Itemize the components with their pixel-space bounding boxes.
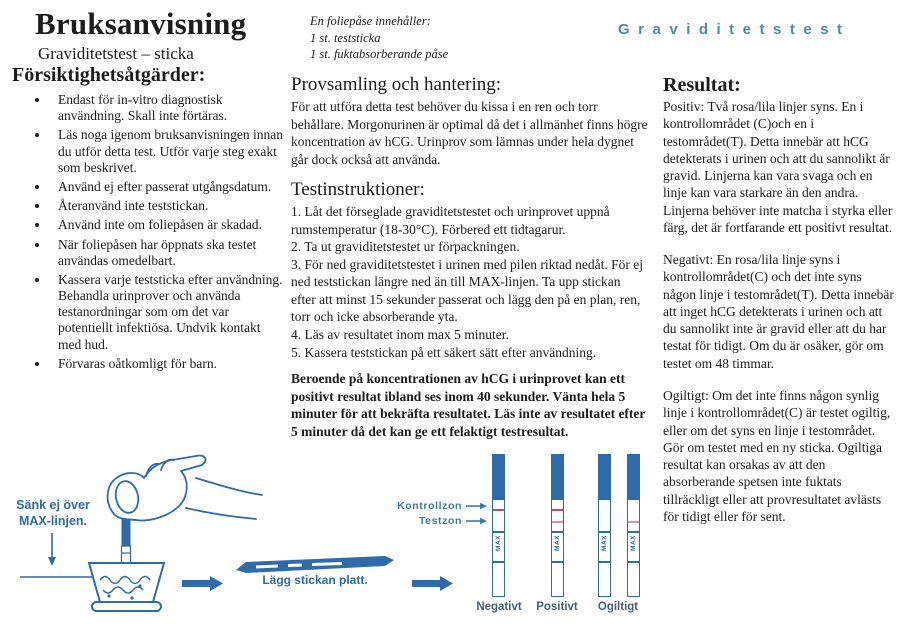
stick-body: [598, 500, 611, 597]
test-stick-invalid-b: [627, 454, 640, 597]
window-divider: [599, 531, 610, 533]
result-invalid-text: Ogiltigt: Om det inte finns någon synlig linje i kontrollområdet(C) är testet ogiltig, eller om det syns en linje i testområdet. Gör om testet med en ny sticka. Ogiltiga resultat kan orsakas av att den absorberande spetsen inte fuktats tillräckligt eller att provresultatet avlästs för tidigt eller för sent.: [663, 387, 891, 524]
test-stick-negative: [492, 454, 505, 597]
page-title: Bruksanvisning: [35, 6, 247, 41]
control-line: [552, 509, 563, 511]
procedure-illustration: [0, 440, 900, 632]
test-zone-label: Testzon: [418, 515, 462, 528]
sampling-body: För att utföra detta test behöver du kissa i en ren och torr behållare. Morgonurinen är optimal då det i allmänhet finns högre koncentration av hCG. Urinprov som lämnas under hela dygnet går dock också att använda.: [291, 99, 648, 167]
list-item: • Läs noga igenom bruksanvisningen innan du utför detta test. Utför varje steg exakt som beskrivet.: [50, 127, 286, 176]
package-note-line: En foliepåse innehåller:: [310, 14, 431, 28]
dip-note: [12, 498, 94, 529]
test-stick-positive: [551, 454, 564, 597]
lay-flat-label: Lägg stickan platt.: [262, 573, 368, 587]
test-instructions-heading: Testinstruktioner:: [291, 179, 425, 201]
package-note-line: 1 st. fuktabsorberande påse: [310, 47, 449, 61]
right-arrow-icon: [182, 576, 223, 591]
max-label: MAX: [601, 535, 608, 551]
results-heading: Resultat:: [663, 74, 741, 96]
stick-handle: [492, 454, 505, 500]
hand-illustration: [108, 456, 262, 521]
zone-labels: [386, 499, 462, 529]
list-item: • Förvaras oåtkomligt för barn.: [50, 356, 286, 372]
stick-handle: [551, 454, 564, 500]
list-item: • Endast för in-vitro diagnostisk användning. Skall inte förtäras.: [50, 92, 286, 124]
max-label: MAX: [495, 535, 502, 551]
tip-divider: [599, 561, 610, 563]
list-item: • Återanvänd inte teststickan.: [50, 198, 286, 214]
list-item: • Kassera varje teststicka efter användning. Behandla urinprover och använda testanordningar som om det var potentiellt infektiösa. Undvik kontakt med hud.: [50, 272, 286, 353]
list-item: • Använd ej efter passerat utgångsdatum.: [50, 179, 286, 195]
tip-divider: [493, 561, 504, 563]
control-zone-label: Kontrollzon: [397, 500, 462, 512]
test-line: [552, 521, 563, 523]
package-note-line: 1 st. teststicka: [310, 30, 381, 45]
page-subtitle: Graviditetstest – sticka: [38, 44, 194, 63]
stick-caption-positive: Positivt: [536, 601, 578, 613]
instruction-step: 5. Kassera teststickan på ett säkert sätt efter användning.: [291, 344, 597, 360]
tip-divider: [628, 561, 639, 563]
stick-body: [627, 500, 640, 597]
list-item: • När foliepåsen har öppnats ska testet användas omedelbart.: [50, 237, 286, 269]
precautions-heading: Försiktighetsåtgärder:: [12, 64, 206, 86]
timing-warning-note: Beroende på koncentrationen av hCG i urinprovet kan ett positivt resultat ibland ses inom 40 sekunder. Vänta hela 5 minuter för att bekräfta resultatet. Läs inte av resultatet efter 5 minuter då det kan ge ett felaktigt testresultat.: [291, 371, 646, 439]
control-line: [493, 509, 504, 511]
max-zone: [552, 535, 563, 559]
tip-divider: [552, 561, 563, 563]
window-divider: [628, 531, 639, 533]
result-negative-text: Negativt: En rosa/lila linje syns i kontrollområdet(C) och det inte syns någon linje i testområdet(T). Detta innebär att inget hCG detekterats i urinen och att du sannolikt inte är gravid eller att du har testat för tidigt. Om du är osäker, gör om testet om 48 timmar.: [663, 252, 894, 371]
result-positive-text: Positiv: Två rosa/lila linjer syns. En i kontrollområdet (C)och en i testområdet(T). Detta innebär att hCG detekterats i urinen och att du sannolikt är gravid. Linjerna kan vara svaga och en linje kan vara starkare än den andra. Linjerna behöver inte matcha i styrka eller färg, det är fortfarande ett positivt resultat.: [663, 99, 893, 235]
max-label: MAX: [630, 535, 637, 551]
instruction-step: 1. Låt det förseglade graviditetstestet och urinprovet uppnå rumstemperatur (18-30°C). Förbered ett tidtagarur.: [291, 204, 610, 237]
stick-caption-invalid: Ogiltigt: [597, 601, 639, 613]
precautions-section: [12, 64, 286, 375]
stick-body: [492, 500, 505, 597]
test-line: [628, 521, 639, 523]
test-stick-invalid-a: [598, 454, 611, 597]
dip-note-line: Sänk ej över: [16, 498, 90, 512]
stick-caption-negative: Negativt: [476, 601, 522, 613]
max-zone: [628, 535, 639, 559]
instruction-step: 4. Läs av resultatet inom max 5 minuter.: [291, 327, 509, 343]
precautions-list: [12, 92, 286, 372]
sampling-heading: Provsamling och hantering:: [291, 74, 502, 95]
dip-note-line: MAX-linjen.: [18, 513, 88, 528]
instruction-step: 2. Ta ut graviditetstestet ur förpackningen.: [291, 239, 520, 255]
down-arrow-icon: [48, 533, 56, 566]
instructions-column: [291, 74, 648, 440]
window-divider: [552, 531, 563, 533]
window-divider: [493, 531, 504, 533]
stick-handle: [598, 454, 611, 500]
right-arrow-icon: [412, 576, 453, 591]
list-item: • Använd inte om foliepåsen är skadad.: [50, 217, 286, 233]
max-zone: [493, 535, 504, 559]
instruction-step: 3. För ned graviditetstestet i urinen med pilen riktad nedåt. För ej ned teststickan längre ned än till MAX-linjen. Ta upp stickan efter att minst 15 sekunder passerat och lägg den på en plan, ren, torr och icke absorberande yta.: [291, 256, 644, 325]
flat-stick: [236, 556, 394, 573]
stick-body: [551, 500, 564, 597]
brand-wordmark: Graviditetstest: [618, 21, 851, 38]
max-zone: [599, 535, 610, 559]
urine-cup: [89, 563, 164, 611]
stick-handle: [627, 454, 640, 500]
zone-arrow-icon: [466, 503, 487, 524]
package-contents-note: [310, 13, 448, 63]
max-label: MAX: [554, 535, 561, 551]
